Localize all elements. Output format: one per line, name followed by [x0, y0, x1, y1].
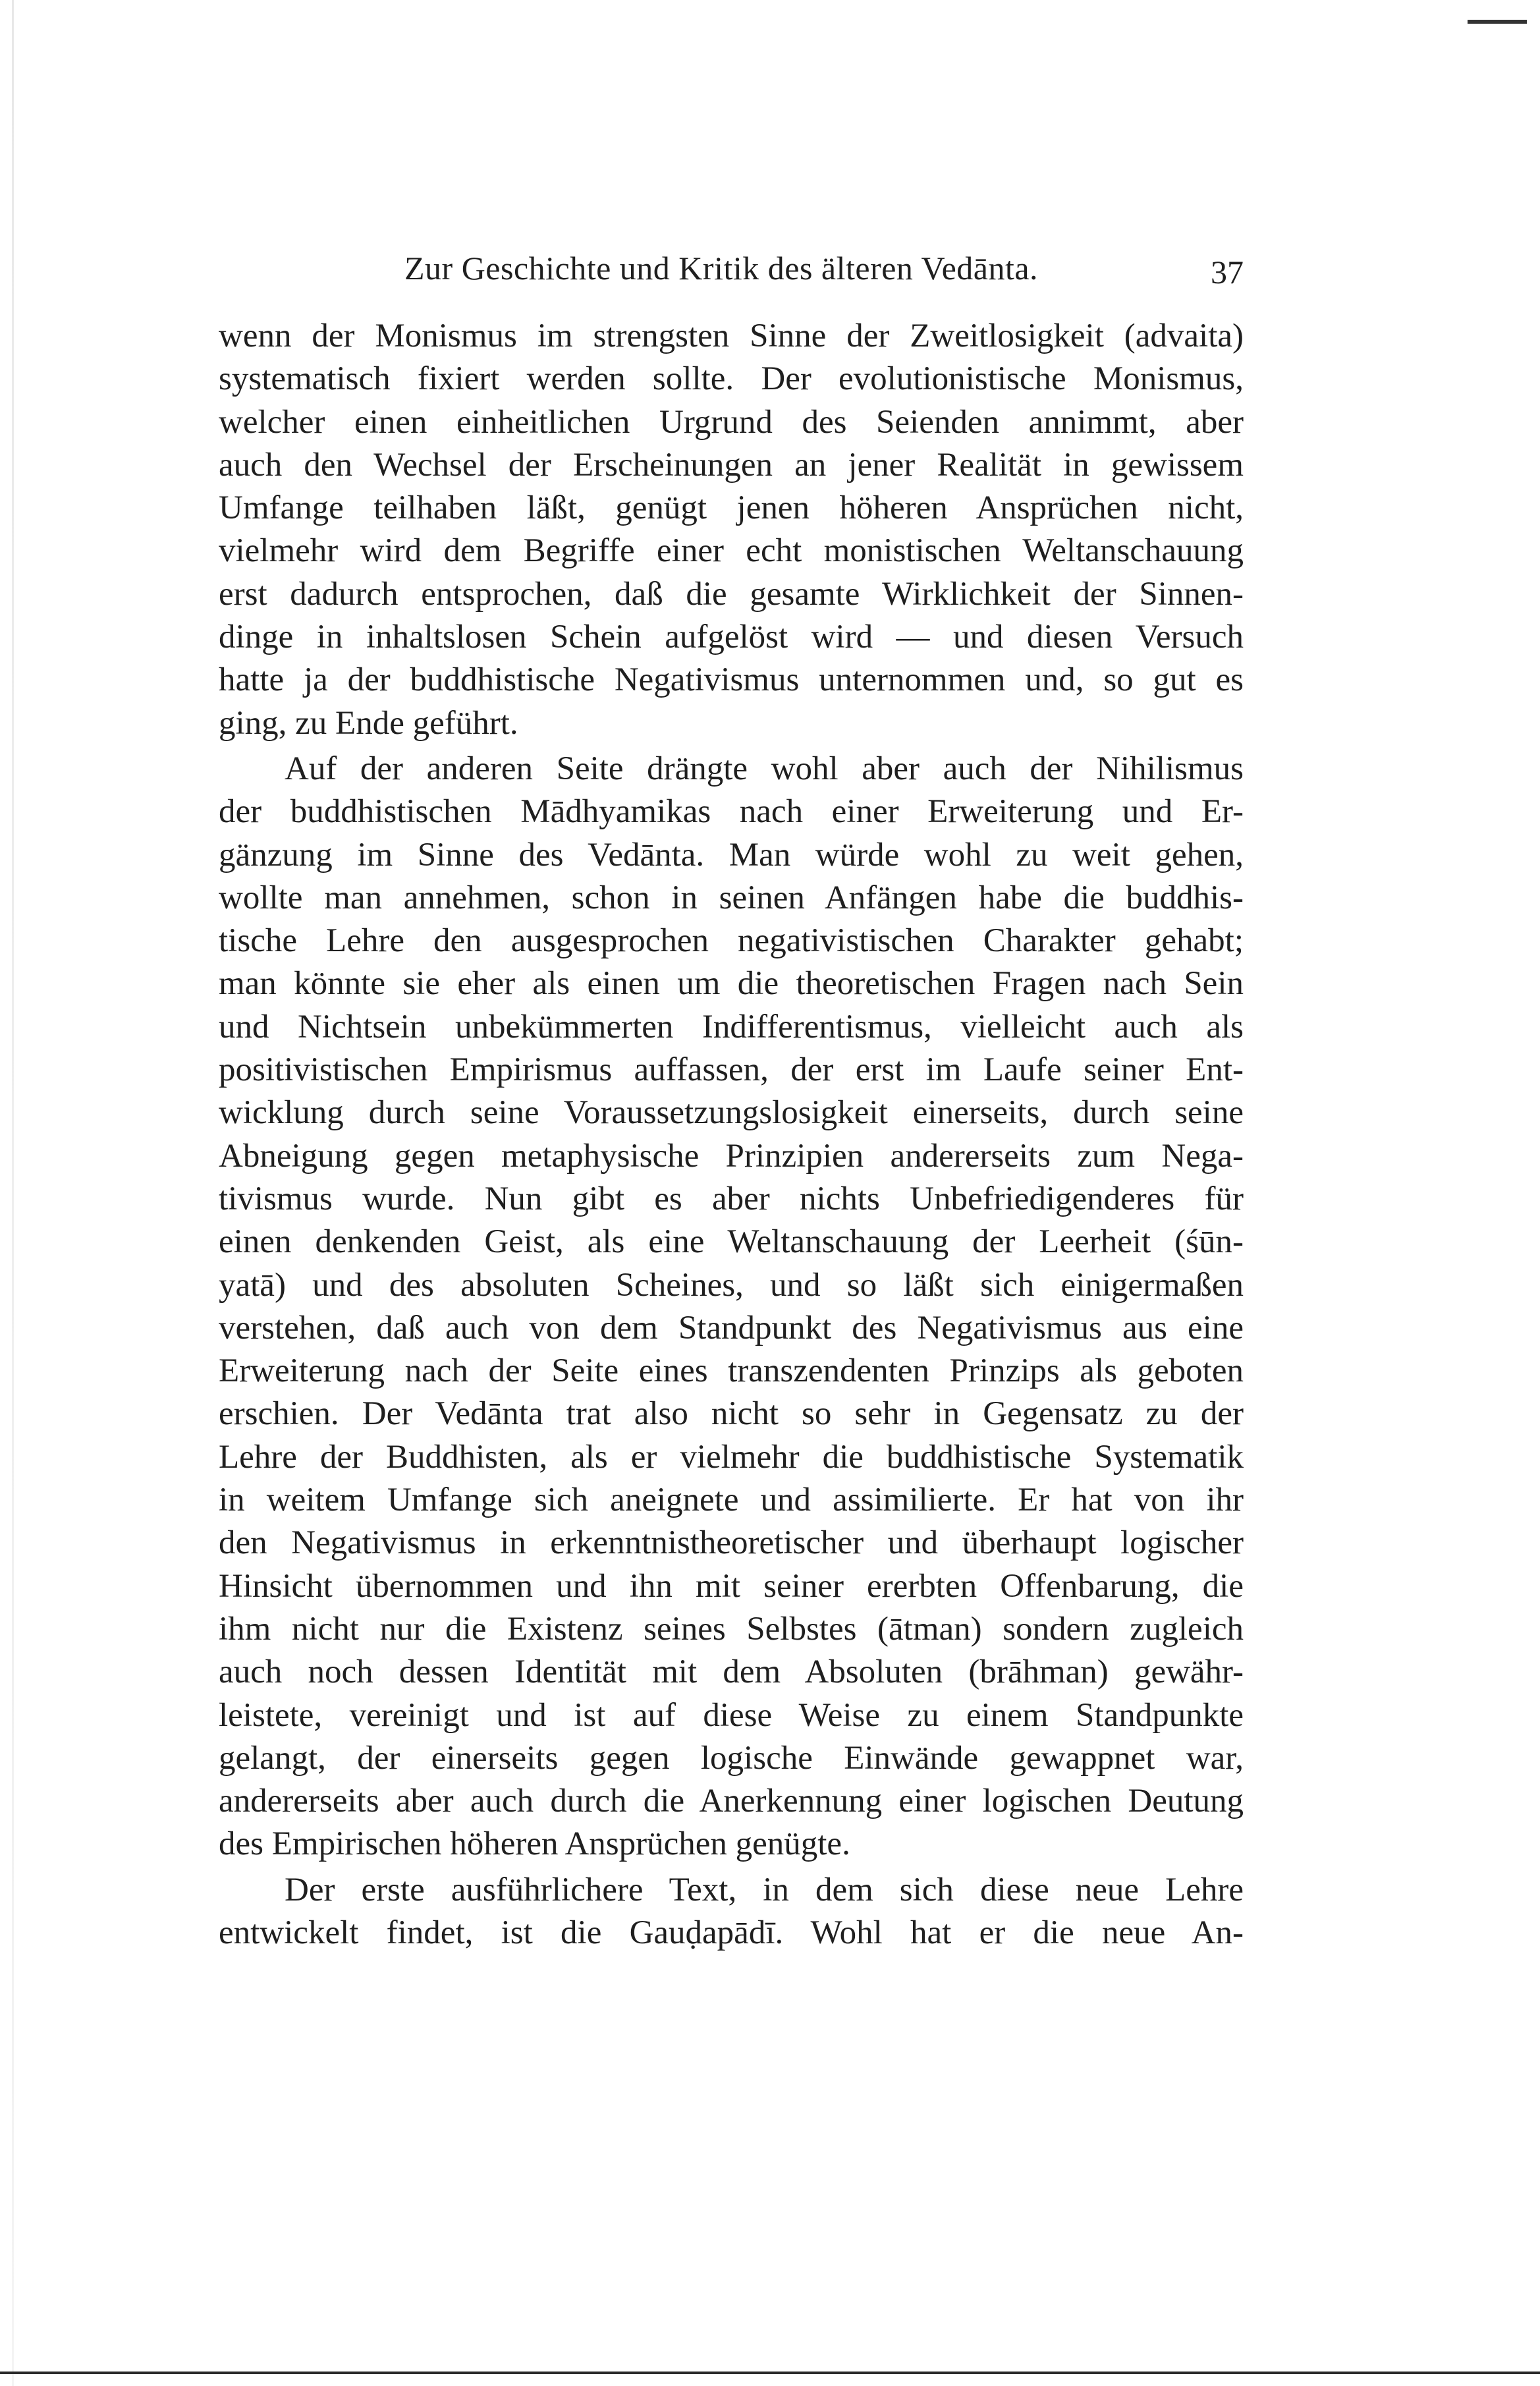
text-line: ging, zu Ende geführt.	[219, 704, 518, 742]
text-line: Lehre der Buddhisten, als er vielmehr die buddhistische Systematik	[219, 1438, 1244, 1476]
page-number: 37	[1211, 254, 1244, 291]
text-line: den Negativismus in erkenntnistheoretischer und überhaupt logischer	[219, 1524, 1244, 1562]
text-line: tivismus wurde. Nun gibt es aber nichts Unbefriedigenderes für	[219, 1180, 1244, 1217]
text-line: einen denkenden Geist, als eine Weltanschauung der Leerheit (śūn-	[219, 1223, 1244, 1261]
text-line: man könnte sie eher als einen um die theoretischen Fragen nach Sein	[219, 965, 1244, 1003]
text-line: Umfange teilhaben läßt, genügt jenen höheren Ansprüchen nicht,	[219, 489, 1244, 527]
text-line: verstehen, daß auch von dem Standpunkt des Negativismus aus eine	[219, 1309, 1244, 1346]
text-line: wollte man annehmen, schon in seinen Anfängen habe die buddhis-	[219, 879, 1244, 916]
text-line: auch noch dessen Identität mit dem Absoluten (brāhman) gewähr-	[219, 1653, 1244, 1691]
text-line: dinge in inhaltslosen Schein aufgelöst wird — und diesen Versuch	[219, 619, 1244, 656]
text-line: des Empirischen höheren Ansprüchen genügte.	[219, 1825, 850, 1863]
text-line: gelangt, der einerseits gegen logische Einwände gewappnet war,	[219, 1739, 1244, 1777]
text-line: Hinsicht übernommen und ihn mit seiner ererbten Offenbarung, die	[219, 1567, 1244, 1605]
paragraph-first-line: Der erste ausführlichere Text, in dem sich diese neue Lehre	[285, 1871, 1244, 1908]
text-line: yatā) und des absoluten Scheines, und so läßt sich einigermaßen	[219, 1266, 1244, 1304]
text-line: auch den Wechsel der Erscheinungen an jener Realität in gewissem	[219, 446, 1244, 484]
scan-top-mark	[1468, 20, 1527, 24]
text-line: Abneigung gegen metaphysische Prinzipien andererseits zum Nega-	[219, 1137, 1244, 1175]
body-text	[219, 315, 1244, 1955]
text-line: ihm nicht nur die Existenz seines Selbstes (ātman) sondern zugleich	[219, 1610, 1244, 1648]
text-line: systematisch fixiert werden sollte. Der evolutionistische Monismus,	[219, 360, 1244, 398]
text-line: erschien. Der Vedānta trat also nicht so sehr in Gegensatz zu der	[219, 1395, 1244, 1433]
text-line: vielmehr wird dem Begriffe einer echt monistischen Weltanschauung	[219, 532, 1244, 570]
page-header	[219, 249, 1244, 295]
text-line: wenn der Monismus im strengsten Sinne der Zweitlosigkeit (advaita)	[219, 318, 1244, 354]
text-line: wicklung durch seine Voraussetzungslosigkeit einerseits, durch seine	[219, 1094, 1244, 1132]
text-line: in weitem Umfange sich aneignete und assimilierte. Er hat von ihr	[219, 1482, 1244, 1519]
text-line: der buddhistischen Mādhyamikas nach einer Erweiterung und Er-	[219, 793, 1244, 831]
text-line: tische Lehre den ausgesprochen negativistischen Charakter gehabt;	[219, 922, 1244, 960]
paragraph-first-line: Auf der anderen Seite drängte wohl aber auch der Nihilismus	[285, 750, 1244, 787]
text-line: und Nichtsein unbekümmerten Indifferentismus, vielleicht auch als	[219, 1008, 1244, 1045]
text-line: gänzung im Sinne des Vedānta. Man würde wohl zu weit gehen,	[219, 836, 1244, 874]
text-line: positivistischen Empirismus auffassen, der erst im Laufe seiner Ent-	[219, 1051, 1244, 1089]
running-title: Zur Geschichte und Kritik des älteren Vedānta.	[404, 250, 1039, 287]
text-line: erst dadurch entsprochen, daß die gesamte Wirklichkeit der Sinnen-	[219, 575, 1244, 613]
text-line: entwickelt findet, ist die Gauḍapādī. Wohl hat er die neue An-	[219, 1914, 1244, 1951]
text-line: andererseits aber auch durch die Anerkennung einer logischen Deutung	[219, 1783, 1244, 1820]
scan-bottom-edge	[0, 2372, 1540, 2374]
scan-left-edge	[12, 0, 14, 2386]
text-line: welcher einen einheitlichen Urgrund des Seienden annimmt, aber	[219, 403, 1244, 441]
text-line: hatte ja der buddhistische Negativismus unternommen und, so gut es	[219, 661, 1244, 699]
text-line: leistete, vereinigt und ist auf diese Weise zu einem Standpunkte	[219, 1696, 1244, 1734]
text-line: Erweiterung nach der Seite eines transzendenten Prinzips als geboten	[219, 1352, 1244, 1390]
